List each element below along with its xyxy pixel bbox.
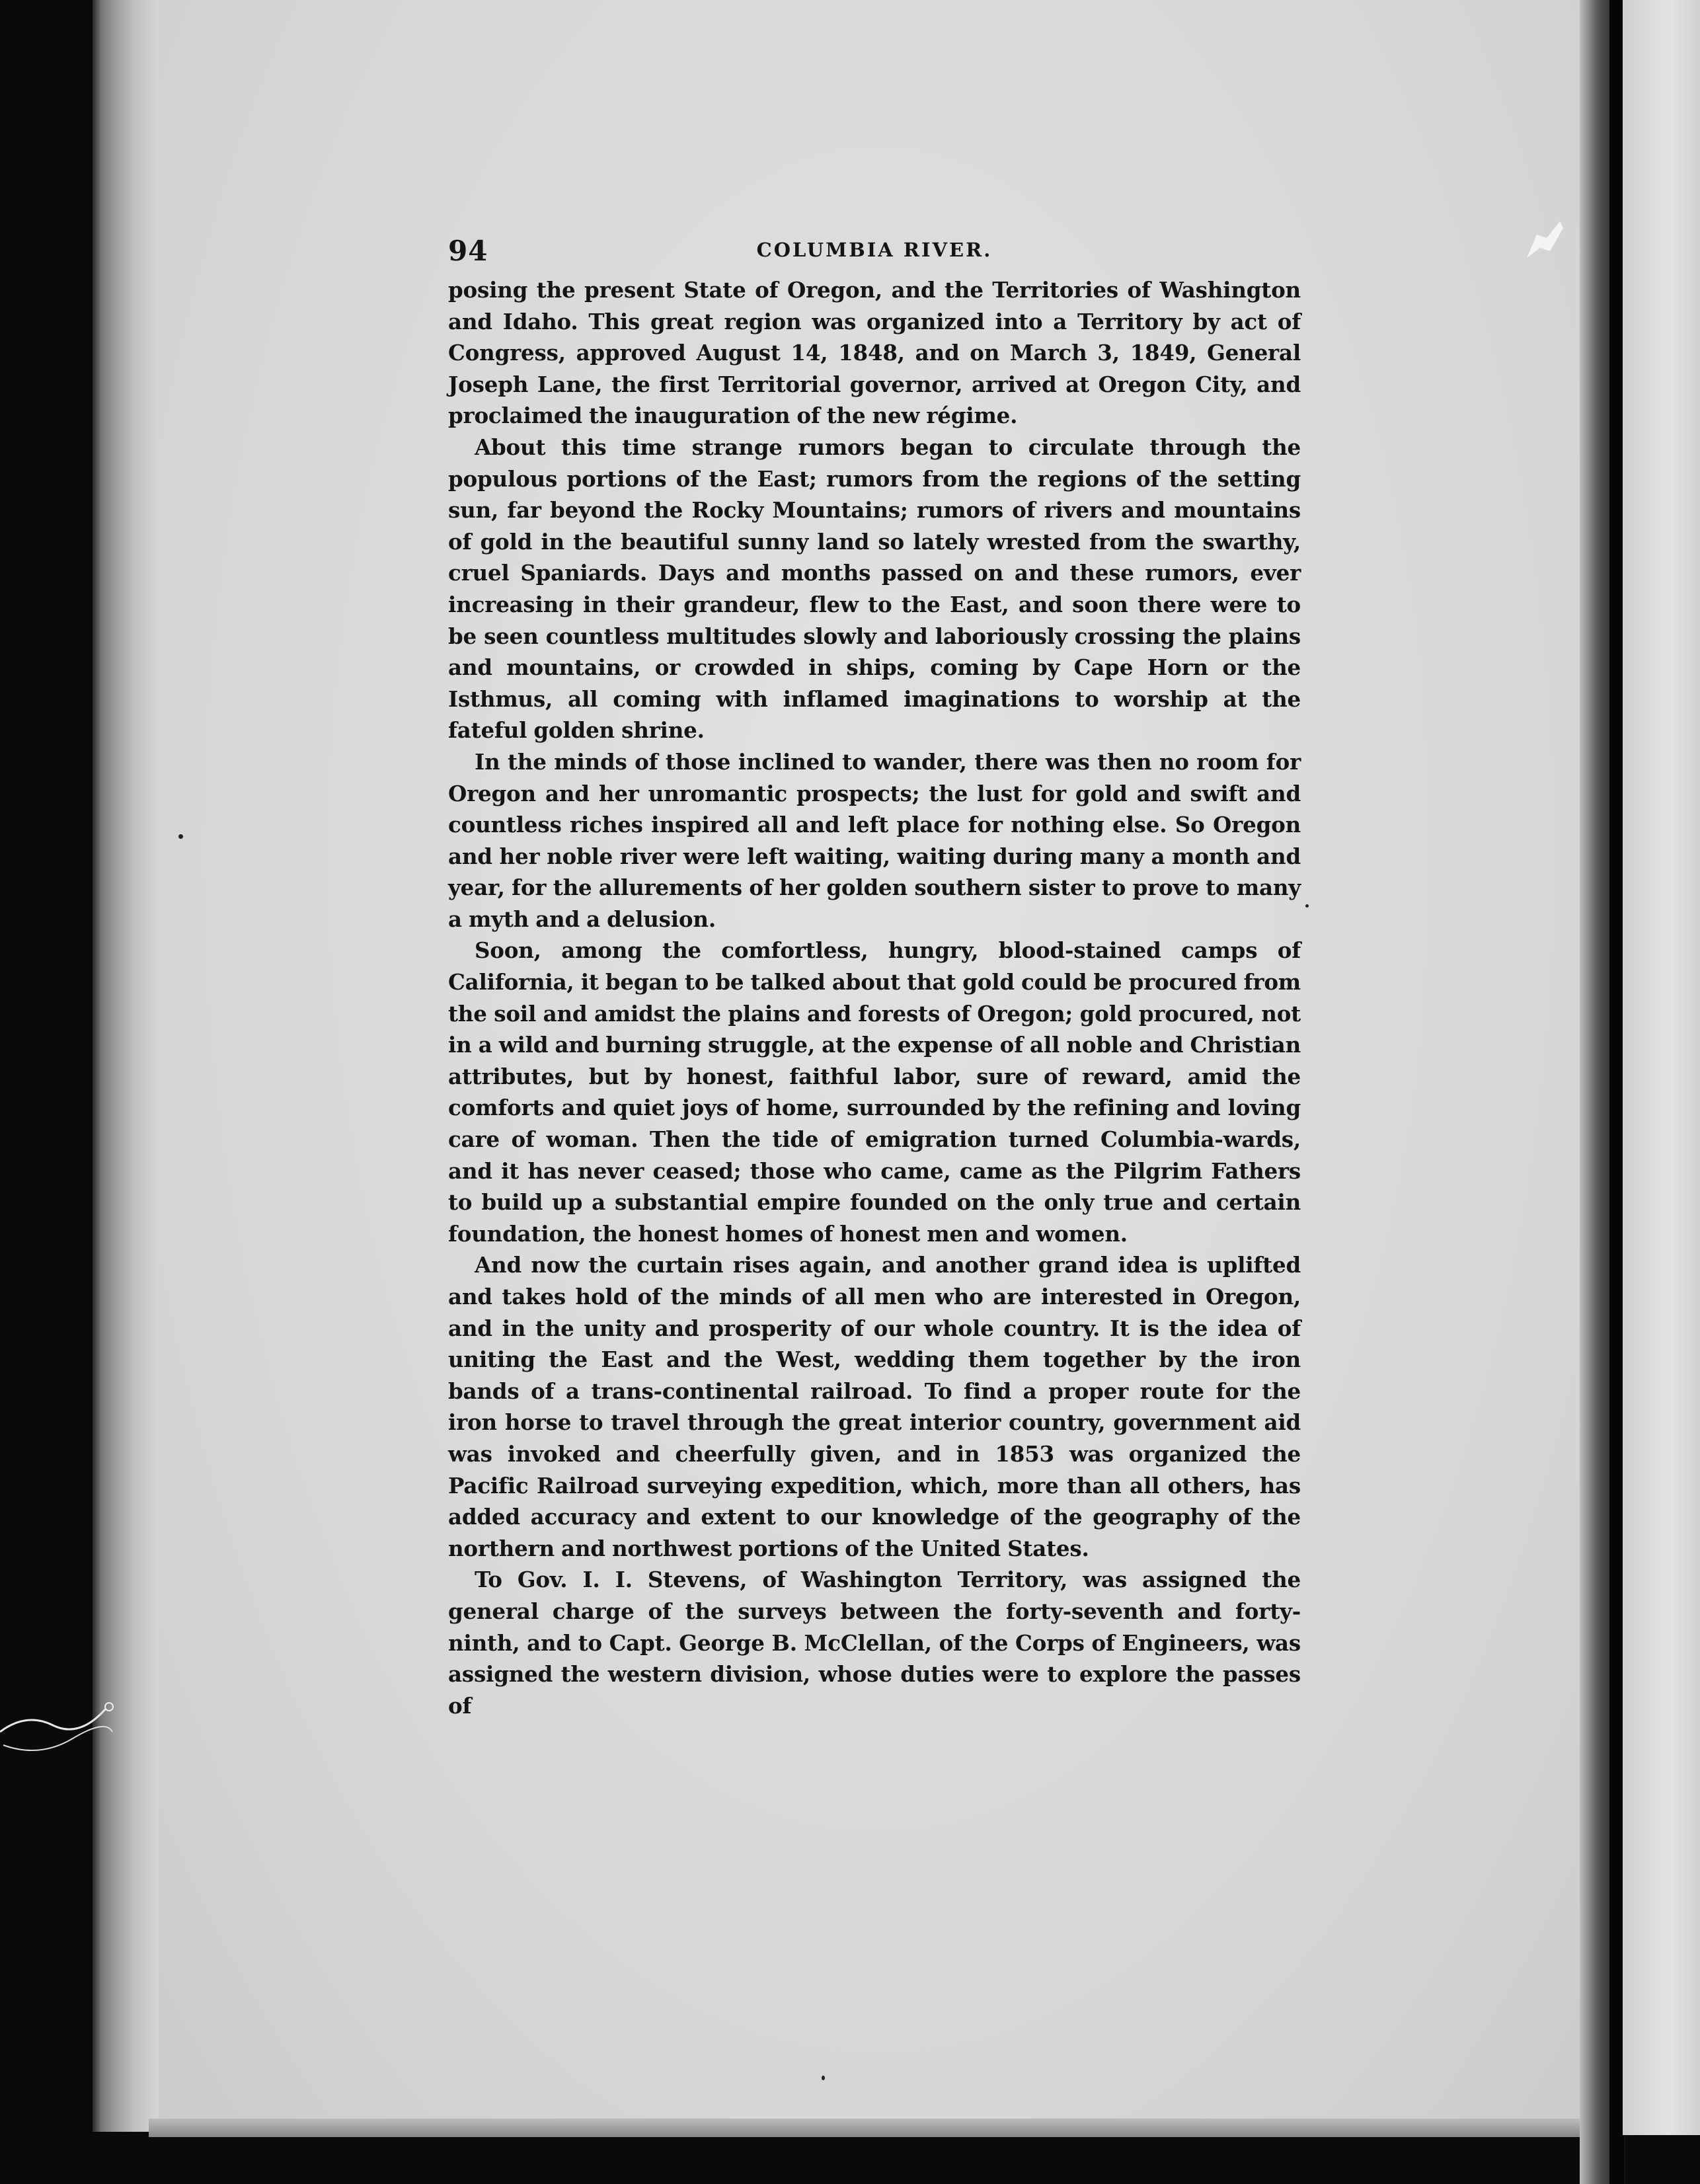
paragraph: In the minds of those inclined to wander, there was then no room for Oregon and her unromantic prospects; the lust for gold and swift and countless riches inspired all and left place for nothing else. So Oregon and her noble river were left waiting, waiting during many a month and year, for the allurements of her golden southern sister to prove to many a myth and a delusion.	[448, 748, 1301, 932]
body-text	[448, 274, 1301, 1721]
page-number: 94	[448, 235, 488, 267]
dust-speck	[822, 2076, 825, 2080]
thread-mark	[0, 1692, 119, 1778]
dust-speck	[1305, 904, 1309, 908]
running-head	[448, 235, 1301, 274]
running-title: COLUMBIA RIVER.	[756, 239, 993, 261]
paper-tear-mark	[1520, 218, 1566, 271]
page-content	[448, 235, 1301, 1721]
paragraph: Soon, among the comfortless, hungry, blood-stained camps of California, it began to be talked about that gold could be procured from the soil and amidst the plains and forests of Oregon; gold procured, not in a wild and burning struggle, at the expense of all noble and Christian attributes, but by honest, faithful labor, sure of reward, amid the comforts and quiet joys of home, surrounded by the refining and loving care of woman. Then the tide of emigration turned Columbia-wards, and it has never ceased; those who came, came as the Pilgrim Fathers to build up a substantial empire founded on the only true and certain foundation, the honest homes of honest men and women.	[448, 937, 1301, 1247]
binding-edge	[1609, 0, 1624, 2184]
paragraph: About this time strange rumors began to circulate through the populous portions of the East; rumors from the regions of the setting sun, far beyond the Rocky Mountains; rumors of rivers and mountains of gold in the beautiful sunny land so lately wrested from the swarthy, cruel Spaniards. Days and months passed on and these rumors, ever increasing in their grandeur, flew to the East, and soon there were to be seen countless multitudes slowly and laboriously crossing the plains and mountains, or crowded in ships, coming by Cape Horn or the Isthmus, all coming with inflamed imaginations to worship at the fateful golden shrine.	[448, 434, 1301, 744]
dust-speck	[178, 834, 183, 839]
facing-page-sliver	[1623, 0, 1700, 2135]
page-edge-stack	[93, 0, 165, 2132]
paragraph: And now the curtain rises again, and another grand idea is uplifted and takes hold of the minds of all men who are interested in Oregon, and in the unity and prosperity of our whole country. It is the idea of uniting the East and the West, wedding them together by the iron bands of a trans-continental railroad. To find a proper route for the iron horse to travel through the great interior country, government aid was invoked and cheerfully given, and in 1853 was organized the Pacific Railroad surveying expedition, which, more than all others, has added accuracy and extent to our knowledge of the geography of the northern and northwest portions of the United States.	[448, 1252, 1301, 1561]
paragraph: posing the present State of Oregon, and the Territories of Washington and Idaho. This great region was organized into a Territory by act of Congress, approved August 14, 1848, and on March 3, 1849, General Joseph Lane, the first Territorial governor, arrived at Oregon City, and proclaimed the inauguration of the new régime.	[448, 277, 1301, 429]
paragraph: To Gov. I. I. Stevens, of Washington Territory, was assigned the general charge of the surveys between the forty-seventh and forty-ninth, and to Capt. George B. McClellan, of the Corps of Engineers, was assigned the western division, whose duties were to explore the passes of	[448, 1567, 1301, 1719]
page-bottom-edge	[149, 2119, 1609, 2137]
